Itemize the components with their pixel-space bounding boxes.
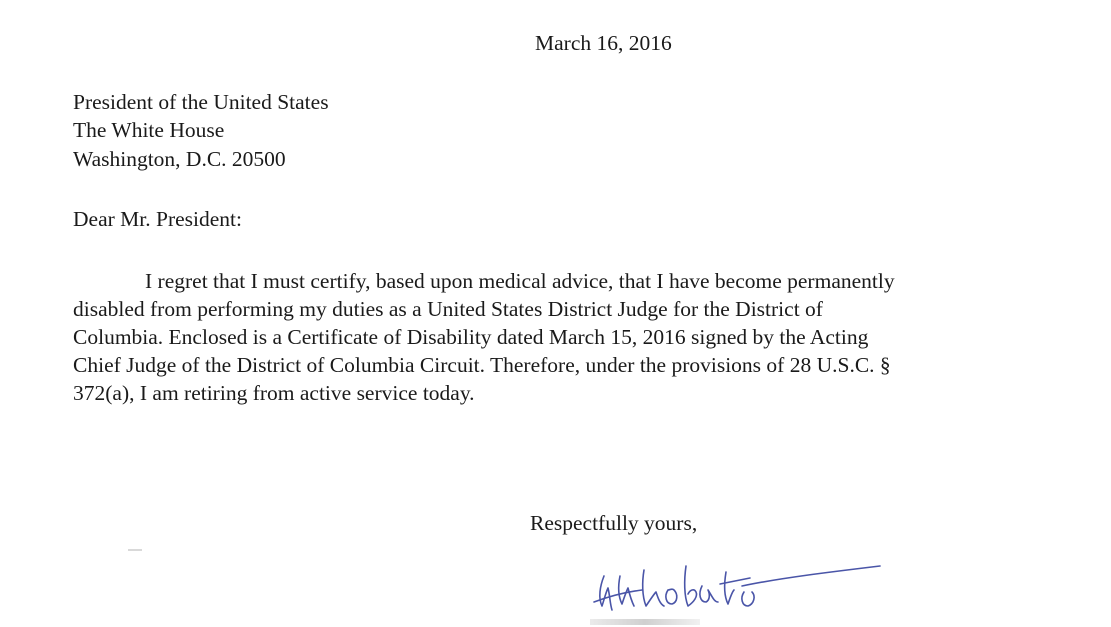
body-line-2: disabled from performing my duties as a United States District Judge for the District of <box>73 297 823 321</box>
recipient-line-1: President of the United States <box>73 90 329 114</box>
salutation: Dear Mr. President: <box>73 207 242 231</box>
body-line-4: Chief Judge of the District of Columbia Circuit. Therefore, under the provisions of 28 U.S.C. § <box>73 353 891 377</box>
body-line-5: 372(a), I am retiring from active service today. <box>73 381 475 405</box>
handwritten-signature <box>590 556 890 626</box>
recipient-line-3: Washington, D.C. 20500 <box>73 147 286 171</box>
body-line-1: I regret that I must certify, based upon medical advice, that I have become permanently <box>145 269 895 293</box>
body-line-3: Columbia. Enclosed is a Certificate of Disability dated March 15, 2016 signed by the Acting <box>73 325 869 349</box>
letter-date: March 16, 2016 <box>535 31 672 55</box>
letter-body <box>73 267 1033 407</box>
scan-shadow <box>590 619 700 625</box>
recipient-line-2: The White House <box>73 118 225 142</box>
closing: Respectfully yours, <box>530 511 698 535</box>
margin-mark <box>128 549 142 551</box>
